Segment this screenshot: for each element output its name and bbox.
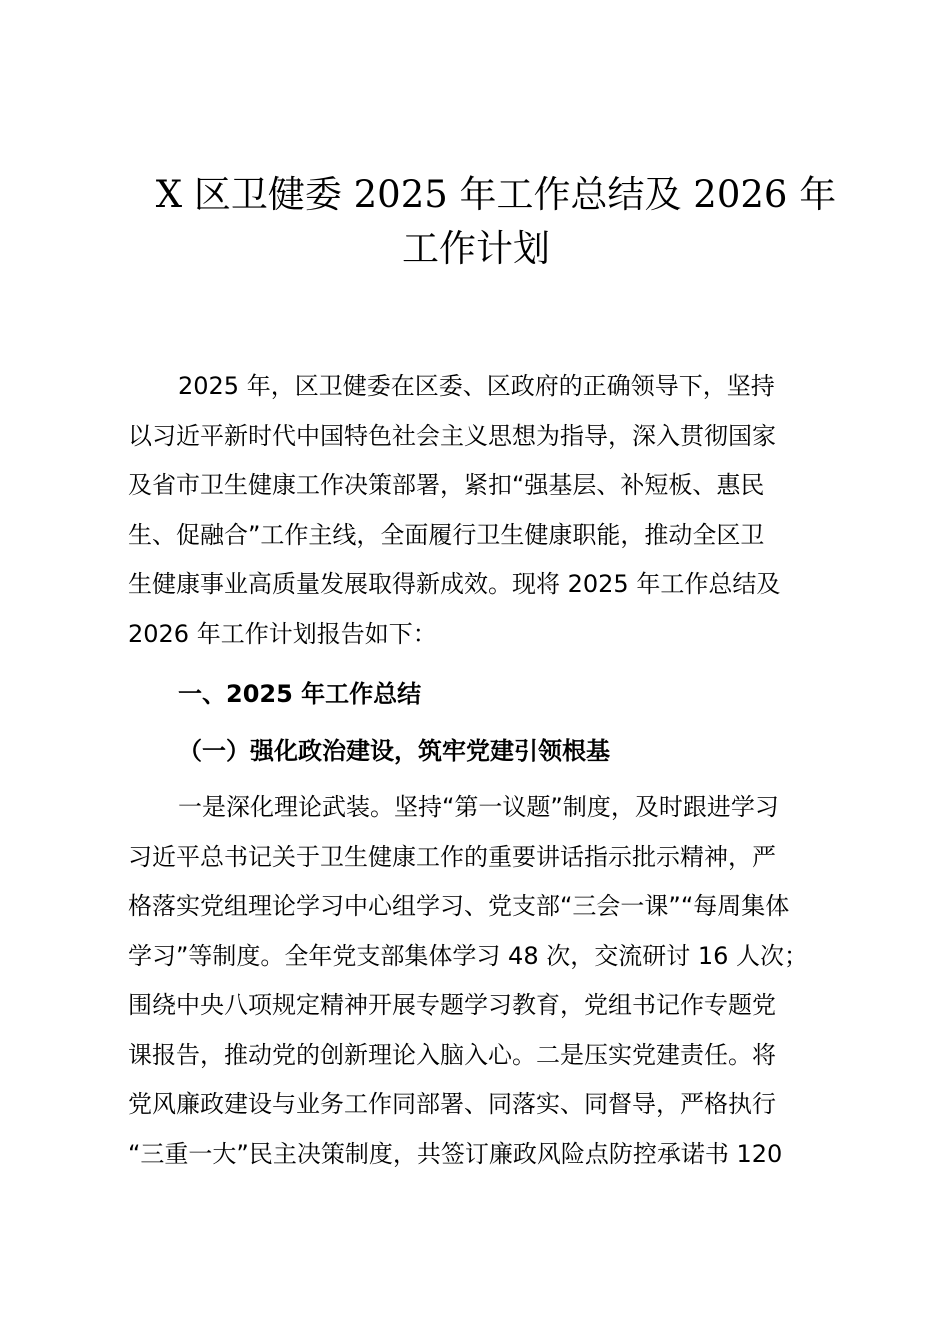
paragraph-line: 一是深化理论武装。坚持“第一议题”制度，及时跟进学习 (178, 793, 779, 821)
intro-paragraph (128, 362, 848, 659)
subsection-paragraph (128, 783, 848, 1179)
paragraph-line: 党风廉政建设与业务工作同部署、同落实、同督导，严格执行 (128, 1090, 776, 1118)
section-heading: 一、2025 年工作总结 (178, 680, 422, 708)
intro-line: 2026 年工作计划报告如下： (128, 619, 437, 648)
document-title-line-1: X 区卫健委 2025 年工作总结及 2026 年 (155, 173, 837, 216)
intro-line: 及省市卫生健康工作决策部署，紧扣“强基层、补短板、惠民 (128, 471, 765, 499)
intro-line: 生、促融合”工作主线，全面履行卫生健康职能，推动全区卫 (128, 520, 765, 549)
paragraph-line: 围绕中央八项规定精神开展专题学习教育，党组书记作专题党 (128, 991, 776, 1019)
paragraph-line: 学习”等制度。全年党支部集体学习 48 次，交流研讨 16 人次； (128, 941, 809, 970)
intro-line: 生健康事业高质量发展取得新成效。现将 2025 年工作总结及 (128, 570, 781, 598)
paragraph-line: “三重一大”民主决策制度，共签订廉政风险点防控承诺书 120 (128, 1139, 783, 1168)
document-title-line-2: 工作计划 (402, 227, 550, 270)
paragraph-line: 课报告，推动党的创新理论入脑入心。二是压实党建责任。将 (128, 1040, 776, 1069)
paragraph-line: 习近平总书记关于卫生健康工作的重要讲话指示批示精神，严 (128, 842, 776, 871)
paragraph-line: 格落实党组理论学习中心组学习、党支部“三会一课”“每周集体 (128, 892, 790, 920)
intro-line: 以习近平新时代中国特色社会主义思想为指导，深入贯彻国家 (128, 421, 776, 450)
subsection-heading: （一）强化政治建设，筑牢党建引领根基 (178, 737, 610, 765)
intro-line: 2025 年，区卫健委在区委、区政府的正确领导下，坚持 (178, 372, 775, 400)
